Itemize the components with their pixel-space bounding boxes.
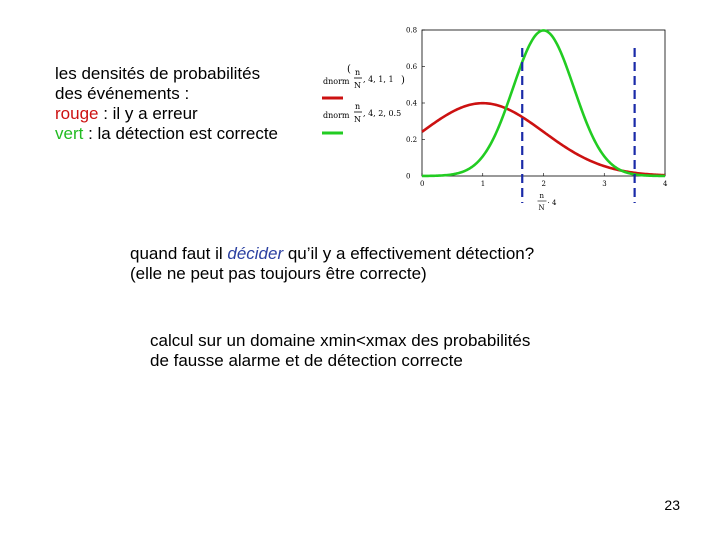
legend-green-den: N [354, 115, 361, 124]
legend-green-args: , 4, 2, 0.5 [363, 109, 402, 118]
x-tick-label: 2 [541, 180, 546, 188]
red-word: rouge [55, 104, 99, 123]
y-tick-label: 0.2 [406, 136, 418, 144]
chart-thresholds [522, 48, 634, 203]
series-line-0 [422, 103, 665, 175]
x-label-den: N [538, 204, 545, 212]
method-line-2: de fausse alarme et de détection correcte [150, 351, 463, 370]
x-tick-label: 0 [420, 180, 425, 188]
intro-line-red [55, 104, 278, 124]
x-label-suffix: · 4 [547, 199, 557, 207]
density-chart [360, 18, 680, 228]
legend-red-num: n [355, 68, 361, 77]
legend-red-den: N [354, 81, 361, 90]
red-rest: : il y a erreur [98, 104, 198, 123]
method-line-1: calcul sur un domaine xmin<xmax des probabilités [150, 331, 531, 350]
question-post: qu’il y a effectivement détection? [283, 244, 535, 263]
intro-line-green [55, 124, 278, 144]
x-tick-label: 3 [602, 180, 607, 188]
legend-green-num: n [355, 102, 361, 111]
question-text [130, 244, 534, 284]
legend-red-fn: dnorm [323, 77, 350, 86]
page-number: 23 [664, 497, 680, 513]
intro-line-2: des événements : [55, 84, 190, 103]
legend-green-fn: dnorm [323, 111, 350, 120]
series-line-1 [422, 30, 665, 176]
svg-text:): ) [401, 75, 405, 86]
green-rest: : la détection est correcte [83, 124, 278, 143]
question-line-2: (elle ne peut pas toujours être correcte) [130, 264, 427, 283]
y-tick-label: 0 [406, 172, 411, 181]
plot-frame [422, 30, 665, 176]
svg-text:(: ( [347, 64, 351, 75]
chart-xlabel [538, 192, 557, 212]
question-line-1 [130, 244, 534, 264]
legend-red-args: , 4, 1, 1 [363, 75, 394, 84]
x-tick-label: 4 [663, 180, 668, 188]
intro-text [55, 64, 278, 144]
chart-series [422, 30, 665, 176]
y-tick-label: 0.4 [406, 99, 418, 108]
intro-line-1: les densités de probabilités [55, 64, 261, 83]
x-tick-label: 1 [480, 180, 486, 188]
chart-ticks [406, 27, 668, 189]
question-pre: quand faut il [130, 244, 228, 263]
green-word: vert [55, 124, 84, 143]
y-tick-label: 0.6 [406, 63, 418, 71]
y-tick-label: 0.8 [406, 26, 418, 35]
method-text [150, 331, 530, 371]
decide-word: décider [227, 244, 284, 263]
x-label-num: n [539, 192, 545, 200]
chart-axes [422, 30, 665, 176]
